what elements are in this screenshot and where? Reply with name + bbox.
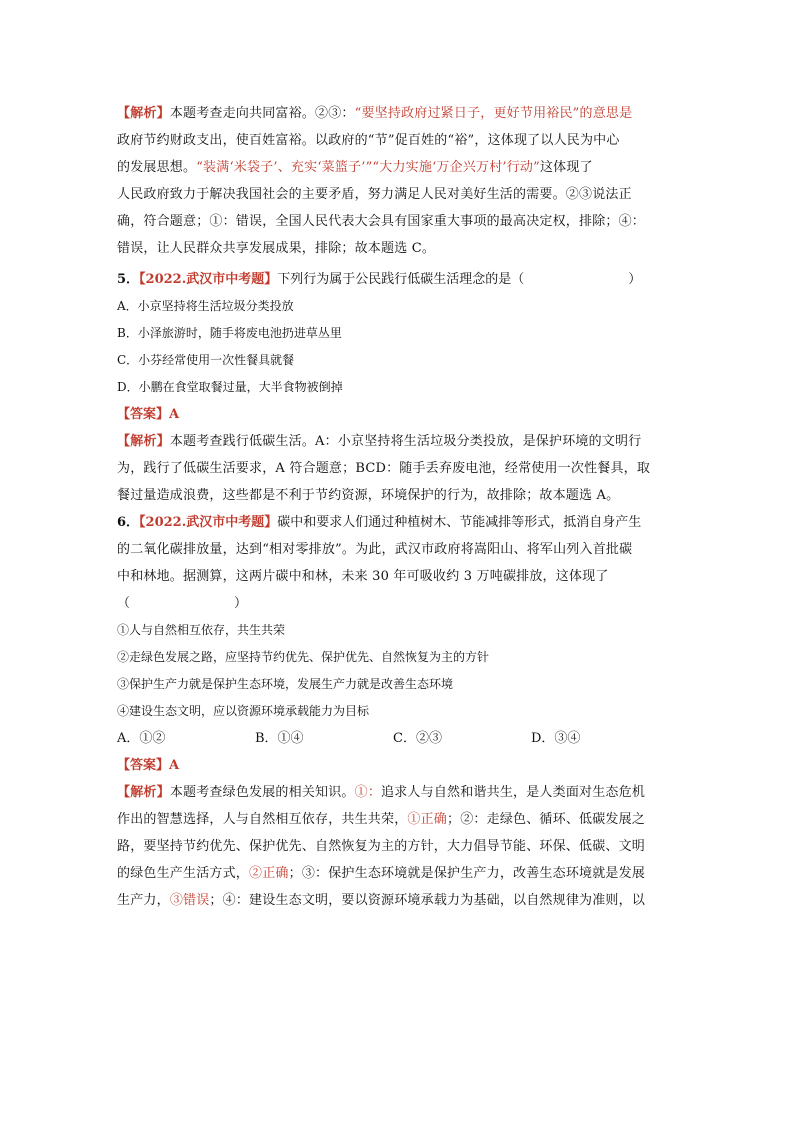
analysis-tag: 【解析】: [117, 434, 170, 449]
question-text-line: 中和林地。据测算，这两片碳中和林，未来 30 年可吸收约 3 万吨碳排放，这体现了: [117, 569, 609, 584]
analysis-tag: 【解析】: [117, 785, 170, 800]
answer-tag: 【答案】: [117, 758, 170, 773]
analysis-text: 本题考查绿色发展的相关知识。: [169, 785, 355, 800]
choice-b: B．①④: [255, 731, 304, 746]
analysis-line: 人民政府致力于解决我国社会的主要矛盾，努力满足人民对美好生活的需要。②③说法正: [117, 187, 632, 202]
option-c: C．小芬经常使用一次性餐具就餐: [117, 353, 295, 367]
analysis-text: 本题考查走向共同富裕。②③：: [169, 106, 355, 121]
answer-value: A: [169, 758, 180, 773]
analysis-text: 作出的智慧选择，人与自然相互依存，共生共荣，: [117, 812, 408, 827]
option-b: B．小泽旅游时，随手将废电池扔进草丛里: [117, 326, 342, 340]
option-d: D．小鹏在食堂取餐过量，大半食物被倒掉: [117, 380, 343, 394]
analysis-line: [117, 887, 679, 914]
question-5-stem: [117, 266, 679, 293]
question-number: 6．: [117, 515, 140, 530]
highlight: ②正确: [249, 866, 289, 881]
analysis-text: ；④：建设生态文明，要以资源环境承载力为基础，以自然规律为准则，以: [209, 893, 646, 908]
document-content: [117, 100, 679, 914]
option-a: A．小京坚持将生活垃圾分类投放: [117, 299, 294, 313]
choice-a: A．①②: [117, 731, 166, 746]
quote-highlight: “装满‘米袋子’、充实‘菜篮子’”“大力实施‘万企兴万村’行动”: [196, 160, 540, 175]
answer-blank: （ ）: [117, 596, 248, 611]
analysis-text: 追求人与自然和谐共生，是人类面对生态危机: [381, 785, 646, 800]
analysis-text: ；③：保护生态环境就是保护生产力，改善生态环境就是发展: [288, 866, 646, 881]
analysis-text: ；②：走绿色、循环、低碳发展之: [447, 812, 646, 827]
choice-d: D．③④: [531, 731, 581, 746]
question-number: 5．: [117, 272, 140, 287]
highlight: ③错误: [169, 893, 210, 908]
statement-2: ②走绿色发展之路，应坚持节约优先、保护优先、自然恢复为主的方针: [117, 650, 490, 664]
highlight: ①：: [354, 785, 382, 800]
analysis-line: [117, 100, 679, 127]
source-tag: 【2022.武汉市中考题】: [139, 272, 278, 287]
answer-line: [117, 752, 679, 779]
statement-4: ④建设生态文明，应以资源环境承载能力为目标: [117, 704, 370, 718]
analysis-text: 本题考查践行低碳生活。A：小京坚持将生活垃圾分类投放，是保护环境的文明行: [169, 434, 642, 449]
analysis-line: [117, 428, 679, 455]
quote-highlight: “要坚持政府过紧日子，更好节用裕民”的意思是: [354, 106, 633, 121]
choice-c: C．②③: [393, 731, 442, 746]
analysis-text: 的发展思想。: [117, 160, 197, 175]
answer-line: [117, 401, 679, 428]
analysis-tag: 【解析】: [117, 106, 170, 121]
question-6-stem: [117, 509, 679, 536]
question-text-line: 的二氧化碳排放量，达到“相对零排放”。为此，武汉市政府将嵩阳山、将军山列入首批碳: [117, 542, 633, 557]
analysis-line: [117, 860, 679, 887]
analysis-line: [117, 806, 679, 833]
analysis-line: 错误，让人民群众共享发展成果，排除；故本题选 C。: [117, 241, 436, 256]
analysis-line: 确，符合题意；①：错误，全国人民代表大会具有国家重大事项的最高决定权，排除；④：: [117, 214, 646, 229]
analysis-text: 的绿色生产生活方式，: [117, 866, 250, 881]
analysis-line: 政府节约财政支出，使百姓富裕。以政府的“节”促百姓的“裕”，这体现了以人民为中心: [117, 133, 620, 148]
analysis-line: [117, 779, 679, 806]
highlight: ①正确: [407, 812, 448, 827]
choice-row: [117, 725, 679, 752]
question-text: 碳中和要求人们通过种植树木、节能减排等形式，抵消自身产生: [277, 515, 642, 530]
statement-3: ③保护生产力就是保护生态环境，发展生产力就是改善生态环境: [117, 677, 454, 691]
answer-tag: 【答案】: [117, 407, 170, 422]
source-tag: 【2022.武汉市中考题】: [139, 515, 278, 530]
question-text: 下列行为属于公民践行低碳生活理念的是（ ）: [277, 272, 642, 287]
analysis-text: 这体现了: [539, 160, 593, 175]
analysis-text: 生产力，: [117, 893, 170, 908]
statement-1: ①人与自然相互依存，共生共荣: [117, 623, 286, 637]
analysis-line: 为，践行了低碳生活要求，A 符合题意；BCD：随手丢弃废电池，经常使用一次性餐具，取: [117, 461, 651, 476]
analysis-line: 路，要坚持节约优先、保护优先、自然恢复为主的方针，大力倡导节能、环保、低碳、文明: [117, 839, 646, 854]
answer-value: A: [169, 407, 180, 422]
analysis-line: [117, 154, 679, 181]
analysis-line: 餐过量造成浪费，这些都是不利于节约资源，环境保护的行为，故排除；故本题选 A。: [117, 488, 620, 503]
